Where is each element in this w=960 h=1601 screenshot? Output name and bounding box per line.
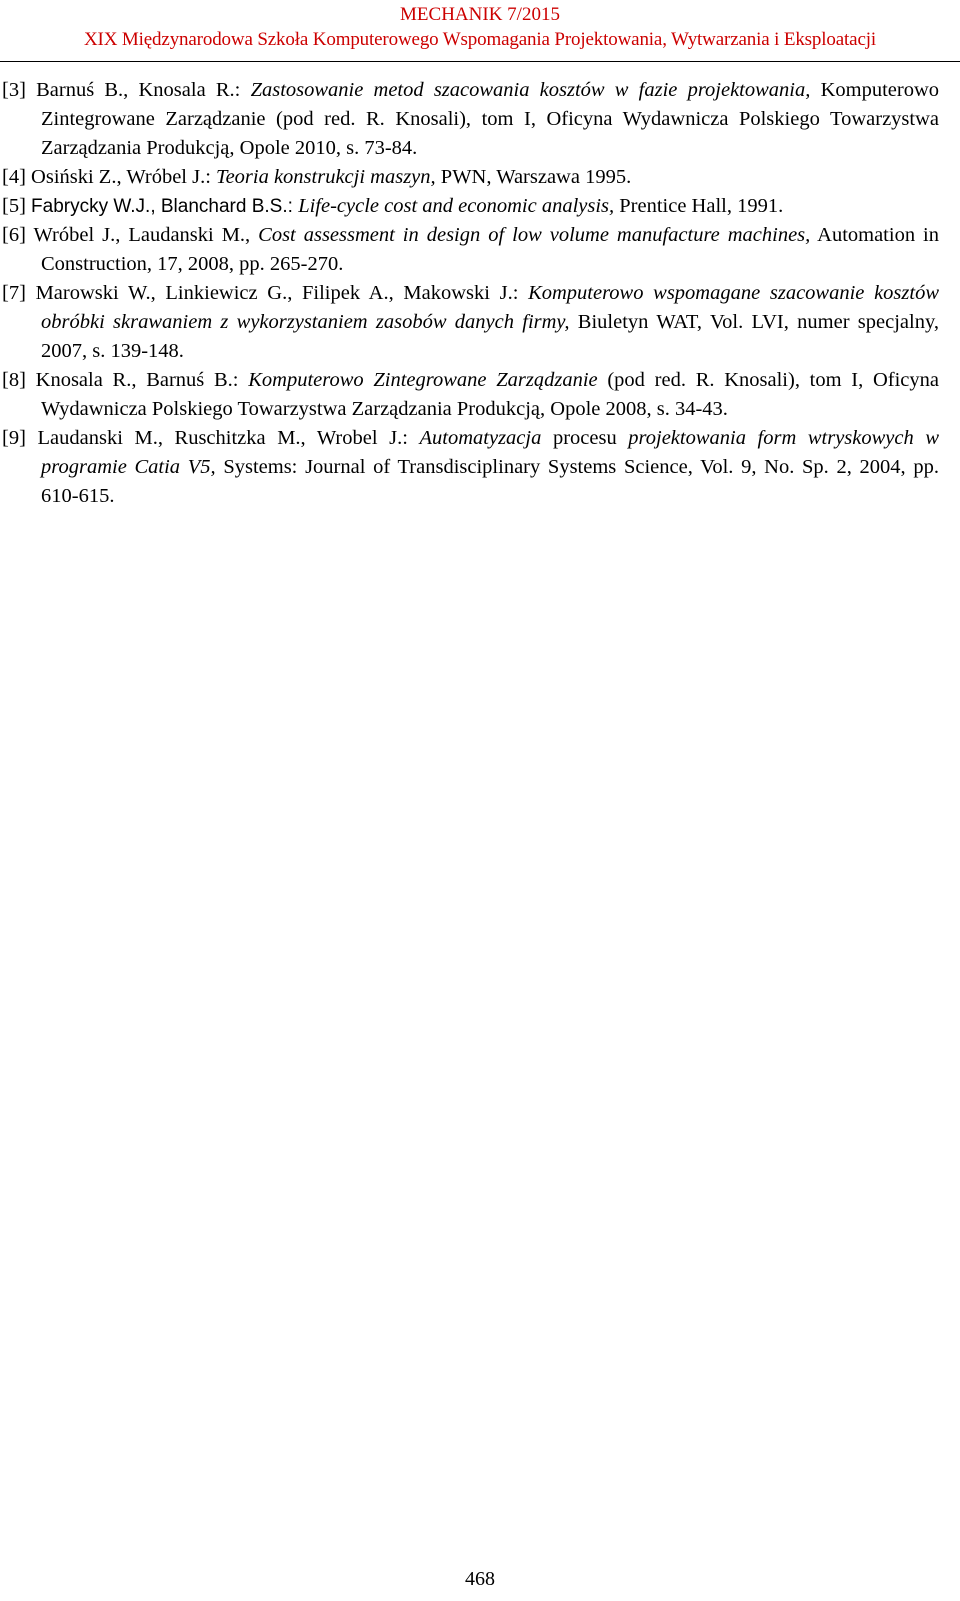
reference-6 (2, 221, 939, 279)
reference-details: Automation in Construction, 17, 2008, pp. 265-270. (41, 224, 939, 275)
reference-7 (2, 279, 939, 366)
reference-number: [3] (2, 79, 26, 101)
reference-title-connector: procesu (541, 427, 629, 449)
reference-9 (2, 424, 939, 511)
reference-authors: Fabrycky W.J., Blanchard B.S.: (31, 196, 299, 217)
reference-details: PWN, Warszawa 1995. (435, 166, 632, 188)
reference-details: Komputerowo Zintegrowane Zarządzanie (pod red. R. Knosali), tom I, Oficyna Wydawnicza Polskiego Towarzystwa Zarządzania Produkcją, Opole 2010, s. 73-84. (41, 79, 940, 159)
reference-title: Komputerowo wspomagane szacowanie kosztów obróbki skrawaniem z wykorzystaniem zasobów danych firmy, (41, 282, 939, 333)
reference-title-part2: projektowania form wtryskowych w programie Catia V5, (41, 427, 939, 478)
reference-number: [9] (2, 427, 26, 449)
reference-number: [8] (2, 369, 26, 391)
reference-authors: Wróbel J., Laudanski M., (33, 224, 259, 246)
reference-authors: Laudanski M., Ruschitzka M., Wrobel J.: (37, 427, 420, 449)
reference-8 (2, 366, 939, 424)
conference-title: XIX Międzynarodowa Szkoła Komputerowego Wspomagania Projektowania, Wytwarzania i Eksploatacji (83, 29, 876, 50)
reference-details: Biuletyn WAT, Vol. LVI, numer specjalny, 2007, s. 139-148. (41, 311, 939, 362)
reference-number: [7] (2, 282, 26, 304)
reference-details: Prentice Hall, 1991. (614, 195, 784, 217)
reference-title: Life-cycle cost and economic analysis, (298, 195, 615, 217)
journal-issue: MECHANIK 7/2015 (400, 4, 560, 25)
reference-3 (2, 76, 939, 163)
reference-authors: Knosala R., Barnuś B.: (35, 369, 249, 391)
reference-authors: Osiński Z., Wróbel J.: (31, 166, 217, 188)
reference-5 (2, 192, 939, 221)
reference-title: Cost assessment in design of low volume manufacture machines, (258, 224, 811, 246)
reference-title: Komputerowo Zintegrowane Zarządzanie (248, 369, 598, 391)
reference-authors: Barnuś B., Knosala R.: (36, 79, 251, 101)
reference-list (2, 76, 939, 511)
running-header (0, 2, 960, 52)
reference-details: Systems: Journal of Transdisciplinary Systems Science, Vol. 9, No. Sp. 2, 2004, pp. 610-615. (41, 456, 939, 507)
reference-number: [6] (2, 224, 26, 246)
reference-title: Zastosowanie metod szacowania kosztów w fazie projektowania, (250, 79, 811, 101)
reference-number: [5] (2, 195, 26, 217)
reference-title-part1: Automatyzacja (419, 427, 542, 449)
page-number: 468 (465, 1568, 495, 1590)
reference-details: (pod red. R. Knosali), tom I, Oficyna Wydawnicza Polskiego Towarzystwa Zarządzania Produkcją, Opole 2008, s. 34-43. (41, 369, 940, 420)
reference-number: [4] (2, 166, 26, 188)
header-divider (0, 61, 960, 62)
reference-authors: Marowski W., Linkiewicz G., Filipek A., Makowski J.: (35, 282, 529, 304)
reference-4 (2, 163, 939, 192)
reference-title: Teoria konstrukcji maszyn, (216, 166, 436, 188)
